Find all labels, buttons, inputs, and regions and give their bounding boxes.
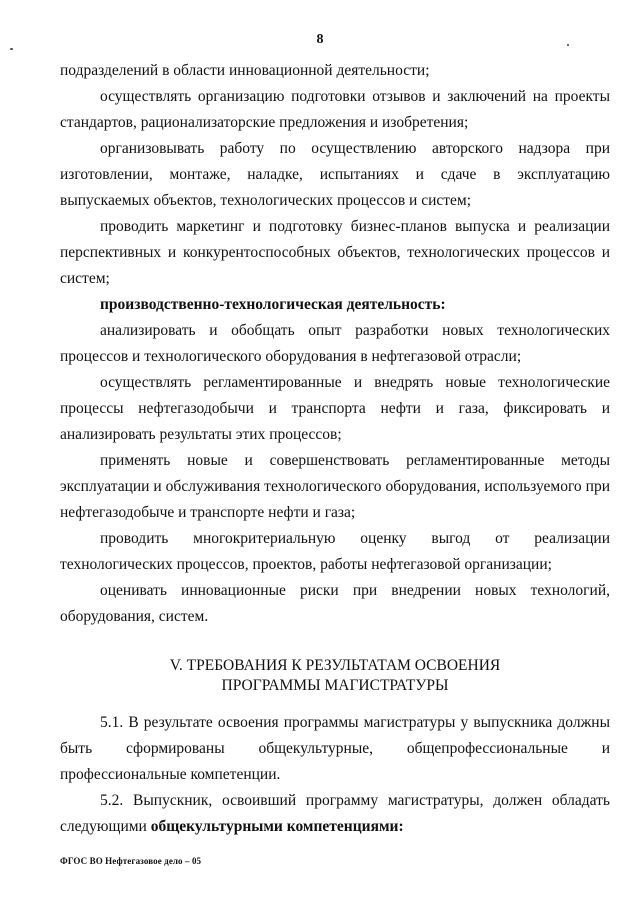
footer-label: ФГОС ВО Нефтегазовое дело – 05: [60, 856, 202, 866]
paragraph: организовывать работу по осуществлению авторского надзора при изготовлении, монтаже, наладке, испытаниях и сдаче в эксплуатацию выпускаемых объектов, технологических процессов и систем;: [60, 140, 610, 209]
paragraph: применять новые и совершенствовать регламентированные методы эксплуатации и обслуживания технологического оборудования, используемого при нефтегазодобыче и транспорте нефти и газа;: [60, 452, 610, 521]
paragraph: подразделений в области инновационной деятельности;: [60, 62, 430, 79]
paragraph: осуществлять регламентированные и внедрять новые технологические процессы нефтегазодобычи и транспорта нефти и газа, фиксировать и анализировать результаты этих процессов;: [60, 374, 610, 443]
paragraph: оценивать инновационные риски при внедрении новых технологий, оборудования, систем.: [60, 582, 610, 625]
paragraph: проводить маркетинг и подготовку бизнес-планов выпуска и реализации перспективных и конкурентоспособных объектов, технологических процессов и систем;: [60, 218, 610, 287]
scan-speck: [10, 48, 13, 50]
paragraph-list: [60, 58, 610, 630]
page-number: 8: [316, 32, 324, 47]
paragraph: осуществлять организацию подготовки отзывов и заключений на проекты стандартов, рационализаторские предложения и изобретения;: [60, 88, 610, 131]
clause-5-2: [60, 788, 610, 840]
document-body: [60, 58, 610, 840]
clause-5-2-bold: общекультурными компетенциями:: [150, 818, 404, 835]
section-heading-line-2: ПРОГРАММЫ МАГИСТРАТУРЫ: [221, 677, 449, 694]
paragraph: анализировать и обобщать опыт разработки новых технологических процессов и технологического оборудования в нефтегазовой отрасли;: [60, 322, 610, 365]
paragraph: проводить многокритериальную оценку выгод от реализации технологических процессов, проектов, работы нефтегазовой организации;: [60, 530, 610, 573]
paragraph: производственно-технологическая деятельность:: [100, 296, 446, 313]
section-heading-line-1: V. ТРЕБОВАНИЯ К РЕЗУЛЬТАТАМ ОСВОЕНИЯ: [169, 657, 501, 674]
clause-5-2-text: 5.2. Выпускник, освоивший программу магистратуры, должен обладать следующими: [60, 792, 610, 835]
scan-speck: [567, 44, 569, 46]
section-heading: [60, 656, 610, 696]
clause-5-1: 5.1. В результате освоения программы магистратуры у выпускника должны быть сформированы общекультурные, общепрофессиональные и профессиональные компетенции.: [60, 714, 610, 783]
